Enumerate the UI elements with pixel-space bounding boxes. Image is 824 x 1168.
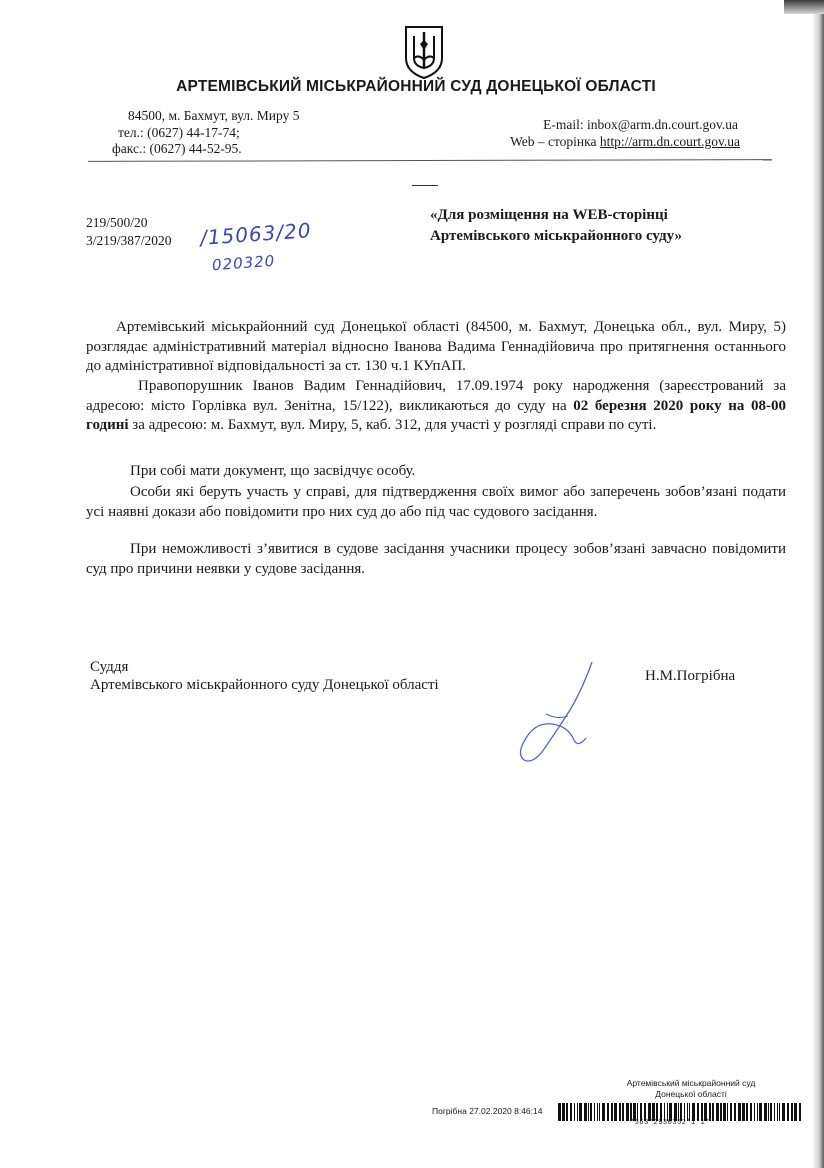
website-label: Web – сторінка (510, 134, 600, 149)
summons-text-start: Правопорушник Іванов Вадим Геннадійович, 17.09.1974 року народження (зареєстрований за адресою: місто Горлівка вул. Зенітна, 15/122), викликаються до суду на (86, 378, 786, 414)
court-website (510, 134, 740, 150)
barcode-text: *563*2930352*1*1* (630, 1119, 710, 1127)
court-fax: факс.: (0627) 44-52-95. (112, 141, 242, 156)
small-divider (412, 185, 438, 186)
court-email: E-mail: inbox@arm.dn.court.gov.ua (543, 117, 738, 132)
case-number-2: 3/219/387/2020 (86, 233, 172, 248)
judge-name: Н.М.Погрібна (645, 668, 736, 684)
summons-text-end: за адресою: м. Бахмут, вул. Миру, 5, каб. 312, для участі у розгляді справи по суті. (128, 417, 657, 433)
web-note-line-2: Артемівського міськрайонного суду» (430, 228, 682, 244)
scan-edge (812, 0, 824, 1168)
handwritten-date: 020320 (211, 251, 276, 275)
registry-stamp-court (606, 1078, 776, 1100)
paragraph-case-info: Артемівський міськрайонний суд Донецької області (84500, м. Бахмут, Донецька обл., вул. Миру, 5) розглядає адміністративний матеріал відносно Іванова Вадима Геннадійовича про притягнення останнього до адміністративної відповідальності за ст. 130 ч.1 КУпАП. (86, 319, 786, 374)
court-name: АРТЕМІВСЬКИЙ МІСЬКРАЙОННИЙ СУД ДОНЕЦЬКОЇ ОБЛАСТІ (176, 78, 656, 95)
web-note-line-1: «Для розміщення на WEB-сторінці (430, 207, 668, 223)
paragraph-evidence: Особи які беруть участь у справі, для підтвердження своїх вимог або заперечень зобов’язані подати усі наявні докази або повідомити про них суд до або під час судового засідання. (86, 484, 786, 520)
scan-corner (784, 0, 824, 14)
paragraph-id-document: При собі мати документ, що засвідчує особу. (130, 463, 416, 479)
header-divider (88, 159, 772, 162)
judge-court: Артемівського міськрайонного суду Донецької області (90, 677, 439, 693)
hearing-datetime: 02 березня 2020 року на 08-00 годині (86, 397, 786, 433)
registry-stamp-meta: Погрібна 27.02.2020 8:46:14 (432, 1106, 543, 1116)
paragraph-absence-notice: При неможливості з’явитися в судове засідання учасники процесу зобов’язані завчасно повідомити суд про причини неявки у судове засідання. (86, 541, 786, 577)
signature-icon (512, 660, 612, 770)
website-link[interactable]: http://arm.dn.court.gov.ua (599, 134, 740, 149)
court-address: 84500, м. Бахмут, вул. Миру 5 (128, 108, 300, 123)
coat-of-arms-icon (403, 24, 445, 80)
handwritten-registration-number: /15063/20 (199, 218, 313, 250)
web-publication-note (430, 205, 682, 247)
stamp-court-line-1: Артемівський міськрайонний суд (626, 1078, 756, 1088)
judge-title: Суддя (90, 659, 129, 675)
stamp-court-line-2: Донецької області (655, 1089, 727, 1099)
court-phone: тел.: (0627) 44-17-74; (118, 125, 240, 140)
paragraph-summons (86, 377, 786, 436)
case-number-1: 219/500/20 (86, 215, 148, 230)
